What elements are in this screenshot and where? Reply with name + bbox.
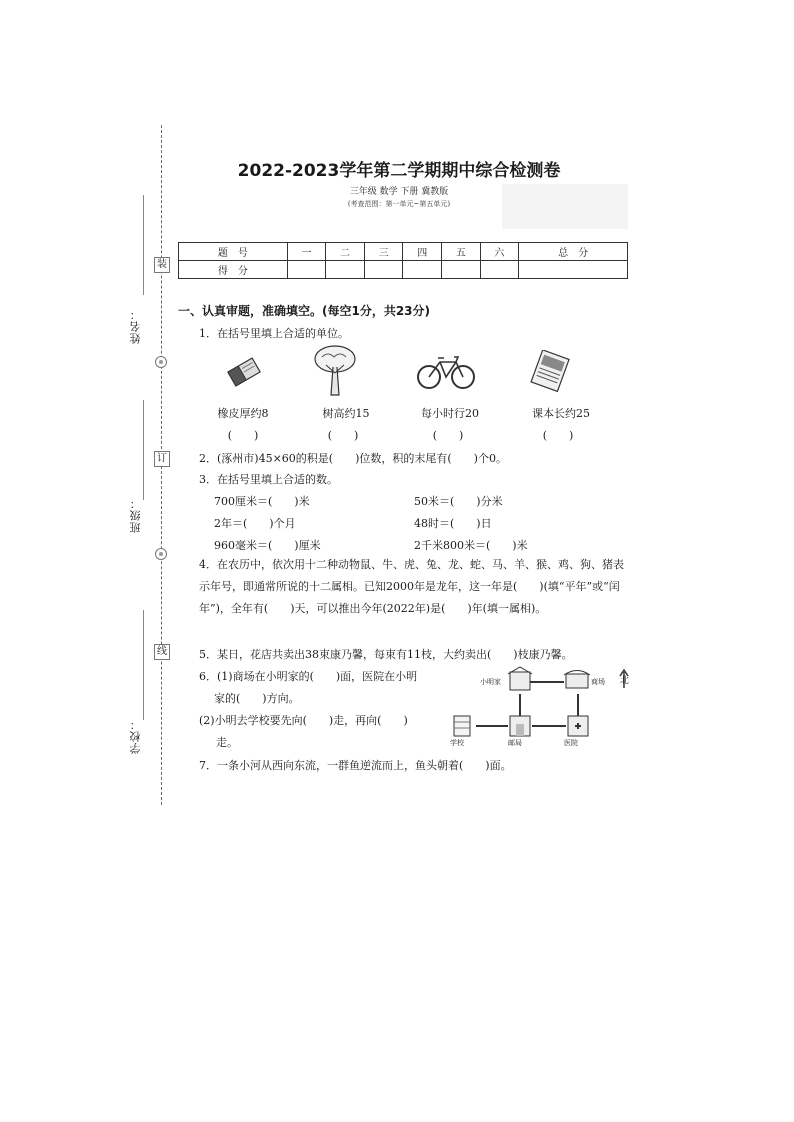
question-2: 2．(涿州市)45×60的积是( )位数，积的末尾有( )个0。 (199, 452, 507, 465)
q3-item: 960毫米＝( )厘米 (214, 539, 321, 552)
score-cell: 三 (364, 243, 403, 261)
class-underline (143, 400, 144, 500)
question-6-line3: (2)小明去学校要先向( )走，再向( ) (199, 714, 408, 727)
exam-scope: (考查范围：第一单元~第五单元) (347, 200, 451, 208)
q1-caption-tree: 树高约15 (322, 407, 370, 420)
class-label: 班级： (129, 497, 142, 533)
binding-hole-2 (155, 548, 167, 560)
question-6-line1: 6．(1)商场在小明家的( )面，医院在小明 (199, 670, 418, 683)
score-cell: 总 分 (519, 243, 628, 261)
score-cell: 六 (480, 243, 519, 261)
question-1: 1．在括号里填上合适的单位。 (199, 327, 349, 340)
map-label-school: 学校 (450, 739, 464, 747)
textbook-icon (528, 350, 574, 392)
map-label-hospital: 医院 (564, 739, 578, 747)
q1-answer-blank[interactable]: ( ) (432, 429, 464, 442)
score-input-cell[interactable] (326, 261, 365, 279)
score-cell: 一 (287, 243, 326, 261)
score-cell: 得 分 (179, 261, 288, 279)
q1-answer-blank[interactable]: ( ) (542, 429, 574, 442)
bind-char-2: 订 (154, 451, 170, 467)
eraser-icon (224, 352, 264, 392)
school-underline (143, 610, 144, 720)
q3-item: 2年＝( )个月 (214, 517, 296, 530)
score-input-cell[interactable] (519, 261, 628, 279)
section-heading: 一、认真审题，准确填空。(每空1分，共23分) (178, 304, 431, 318)
score-input-cell[interactable] (480, 261, 519, 279)
q1-answer-blank[interactable]: ( ) (327, 429, 359, 442)
page-subtitle: 三年级 数学 下册 冀教版 (349, 187, 449, 197)
name-label: 姓名： (129, 308, 142, 344)
school-label: 学校： (129, 718, 142, 754)
map-label-north: 北 (620, 676, 630, 686)
q1-caption-textbook: 课本长约25 (532, 407, 590, 420)
question-7: 7．一条小河从西向东流，一群鱼逆流而上，鱼头朝着( )面。 (199, 759, 512, 772)
map-label-post: 邮局 (508, 739, 522, 747)
name-underline (143, 195, 144, 295)
bind-char-3: 线 (154, 644, 170, 660)
bicycle-icon (416, 352, 476, 390)
question-3: 3．在括号里填上合适的数。 (199, 473, 338, 486)
binding-hole-1 (155, 356, 167, 368)
score-table-score-row (179, 261, 628, 279)
score-cell: 二 (326, 243, 365, 261)
page-title: 2022-2023学年第二学期期中综合检测卷 (237, 161, 561, 181)
q3-item: 2千米800米＝( )米 (414, 539, 528, 552)
question-5: 5．某日，花店共卖出38束康乃馨，每束有11枝，大约卖出( )枝康乃馨。 (199, 648, 573, 661)
score-input-cell[interactable] (403, 261, 442, 279)
q3-item: 50米＝( )分米 (414, 495, 503, 508)
q1-answer-blank[interactable]: ( ) (227, 429, 259, 442)
tree-icon (312, 343, 358, 397)
map-label-mall: 商场 (591, 678, 605, 686)
q3-item: 48时＝( )日 (414, 517, 492, 530)
bind-char-1: 装 (154, 257, 170, 273)
score-cell: 题 号 (179, 243, 288, 261)
barcode-area (502, 184, 628, 229)
q1-caption-bicycle: 每小时行20 (421, 407, 479, 420)
score-input-cell[interactable] (442, 261, 481, 279)
question-4: 4．在农历中，依次用十二种动物鼠、牛、虎、兔、龙、蛇、马、羊、猴、鸡、狗、猪表示年号，即通常所说的十二属相。已知2000年是龙年，这一年是( )(填“平年”或“闰年”)，全年有( )天，可以推出今年(2022年)是( )年(填一属相)。 (199, 558, 624, 615)
score-input-cell[interactable] (287, 261, 326, 279)
score-table (178, 242, 628, 279)
q1-caption-eraser: 橡皮厚约8 (217, 407, 269, 420)
direction-map (448, 666, 638, 748)
score-cell: 四 (403, 243, 442, 261)
score-input-cell[interactable] (364, 261, 403, 279)
map-label-home: 小明家 (480, 678, 501, 686)
q3-item: 700厘米＝( )米 (214, 495, 310, 508)
score-cell: 五 (442, 243, 481, 261)
question-6-line2: 家的( )方向。 (214, 692, 300, 705)
question-6-line4: 走。 (216, 736, 238, 749)
score-table-header-row (179, 243, 628, 261)
